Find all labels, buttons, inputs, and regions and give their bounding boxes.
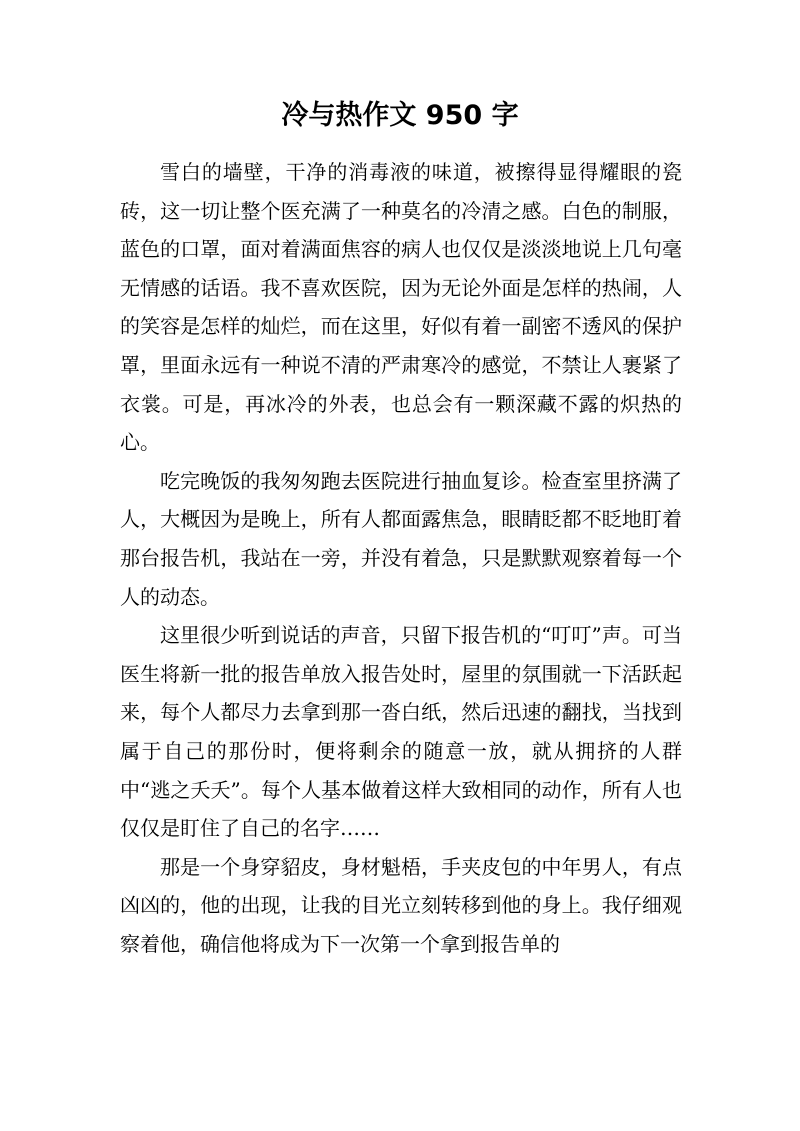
paragraph-1: 雪白的墙壁，干净的消毒液的味道，被擦得显得耀眼的瓷砖，这一切让整个医充满了一种莫名的冷清之感。白色的制服，蓝色的口罩，面对着满面焦容的病人也仅仅是淡淡地说上几句毫无情感的话语。我不喜欢医院，因为无论外面是怎样的热闹，人的笑容是怎样的灿烂，而在这里，好似有着一副密不透风的保护罩，里面永远有一种说不清的严肃寒冷的感觉，不禁让人裹紧了衣裳。可是，再冰冷的外表，也总会有一颗深藏不露的炽热的心。	[120, 160, 682, 455]
paragraph-4: 那是一个身穿貂皮，身材魁梧，手夹皮包的中年男人，有点凶凶的，他的出现，让我的目光立刻转移到他的身上。我仔细观察着他，确信他将成为下一次第一个拿到报告单的	[120, 854, 682, 956]
document-body	[120, 153, 682, 963]
paragraph-2: 吃完晚饭的我匆匆跑去医院进行抽血复诊。检查室里挤满了人，大概因为是晚上，所有人都面露焦急，眼睛眨都不眨地盯着那台报告机，我站在一旁，并没有着急，只是默默观察着每一个人的动态。	[120, 468, 682, 609]
document-title: 冷与热作文 950 字	[281, 100, 519, 131]
paragraph-3: 这里很少听到说话的声音，只留下报告机的“叮叮”声。可当医生将新一批的报告单放入报告处时，屋里的氛围就一下活跃起来，每个人都尽力去拿到那一沓白纸，然后迅速的翻找，当找到属于自己的那份时，便将剩余的随意一放，就从拥挤的人群中“逃之夭夭”。每个人基本做着这样大致相同的动作，所有人也仅仅是盯住了自己的名字……	[120, 623, 682, 841]
